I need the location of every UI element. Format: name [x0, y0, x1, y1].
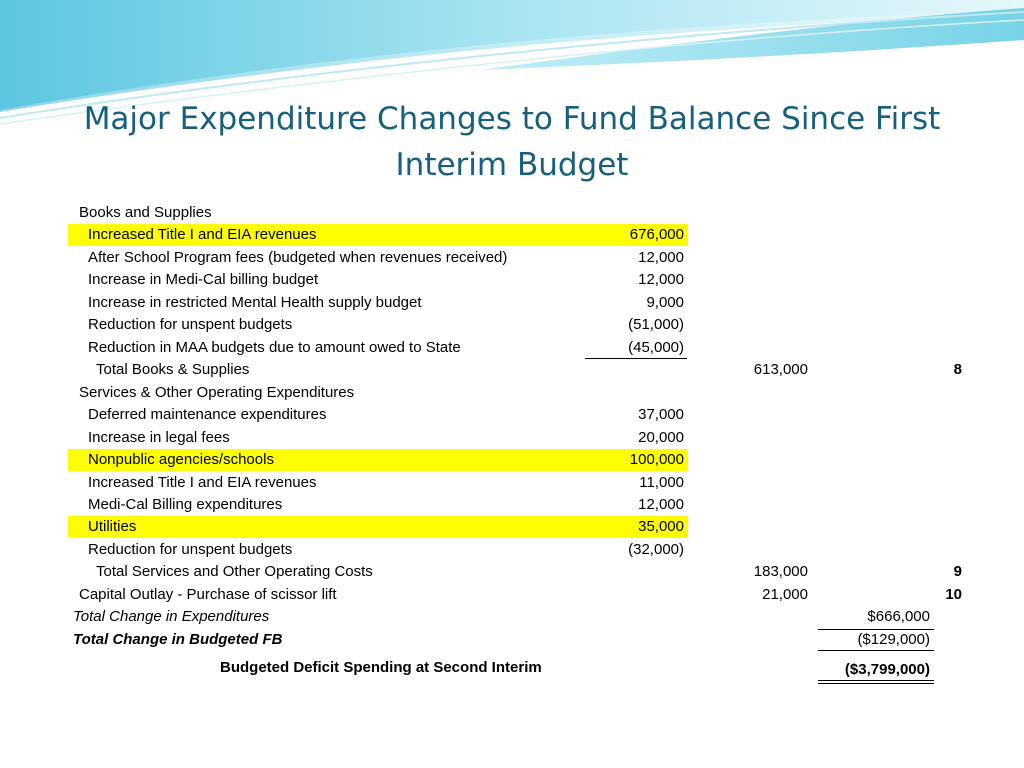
total-change-label: Total Change in Expenditures [73, 608, 270, 625]
item-label: Increase in restricted Mental Health supply budget [88, 294, 422, 311]
section-label: Books and Supplies [79, 204, 212, 221]
table-row [0, 224, 1024, 246]
total-label: Total Services and Other Operating Costs [96, 563, 373, 580]
item-amount: 37,000 [638, 406, 684, 423]
item-amount: 20,000 [638, 429, 684, 446]
section-heading-services [0, 382, 1024, 404]
item-amount: 11,000 [639, 474, 684, 491]
note-number: 8 [953, 361, 962, 378]
note-number: 9 [953, 563, 962, 580]
item-amount: (32,000) [628, 541, 684, 558]
item-label: Increased Title I and EIA revenues [88, 474, 317, 491]
table-row [0, 449, 1024, 471]
note-number: 10 [945, 586, 962, 603]
deficit-double-underline-1 [818, 680, 934, 681]
total-label: Total Books & Supplies [96, 361, 250, 378]
capital-outlay-row [0, 584, 1024, 606]
table-row [0, 494, 1024, 516]
item-label: Deferred maintenance expenditures [88, 406, 327, 423]
capital-amount: 21,000 [762, 586, 808, 603]
item-label: Nonpublic agencies/schools [88, 451, 274, 468]
total-change-fb-row [0, 629, 1024, 651]
item-amount: 100,000 [629, 451, 684, 468]
total-fb-label: Total Change in Budgeted FB [73, 631, 283, 648]
fb-underline [818, 650, 934, 651]
item-label: Reduction in MAA budgets due to amount owed to State [88, 339, 461, 356]
total-row-books [0, 359, 1024, 381]
item-amount: 35,000 [638, 518, 684, 535]
item-amount: 9,000 [646, 294, 684, 311]
item-label: After School Program fees (budgeted when revenues received) [88, 249, 508, 266]
capital-label: Capital Outlay - Purchase of scissor lift [79, 586, 337, 603]
fb-top-underline [818, 629, 934, 630]
total-amount: 613,000 [753, 361, 808, 378]
item-amount: 676,000 [629, 226, 684, 243]
item-label: Increase in Medi-Cal billing budget [88, 271, 319, 288]
item-amount: (51,000) [628, 316, 684, 333]
table-row [0, 292, 1024, 314]
table-row [0, 404, 1024, 426]
item-label: Utilities [88, 518, 137, 535]
table-row [0, 269, 1024, 291]
section-heading-books [0, 202, 1024, 224]
table-row [0, 516, 1024, 538]
deficit-amount: ($3,799,000) [844, 661, 930, 678]
table-row [0, 314, 1024, 336]
total-amount: 183,000 [753, 563, 808, 580]
item-label: Reduction for unspent budgets [88, 541, 293, 558]
item-label: Reduction for unspent budgets [88, 316, 293, 333]
total-change-amount: $666,000 [867, 608, 930, 625]
item-label: Increased Title I and EIA revenues [88, 226, 317, 243]
table-row [0, 472, 1024, 494]
item-label: Increase in legal fees [88, 429, 230, 446]
table-row [0, 427, 1024, 449]
total-change-expenditures-row [0, 606, 1024, 628]
section-label: Services & Other Operating Expenditures [79, 384, 355, 401]
highlight-bar [68, 516, 688, 538]
item-amount: 12,000 [638, 496, 684, 513]
table-row [0, 337, 1024, 359]
item-amount: (45,000) [628, 339, 684, 356]
item-amount: 12,000 [638, 271, 684, 288]
deficit-double-underline-2 [818, 683, 934, 684]
item-amount: 12,000 [638, 249, 684, 266]
deficit-label: Budgeted Deficit Spending at Second Interim [220, 659, 542, 676]
table-row [0, 539, 1024, 561]
page-title: Major Expenditure Changes to Fund Balance Since First Interim Budget [83, 101, 941, 183]
item-label: Medi-Cal Billing expenditures [88, 496, 283, 513]
deficit-row [0, 657, 1024, 679]
total-row-services [0, 561, 1024, 583]
table-row [0, 247, 1024, 269]
total-fb-amount: ($129,000) [857, 631, 930, 648]
